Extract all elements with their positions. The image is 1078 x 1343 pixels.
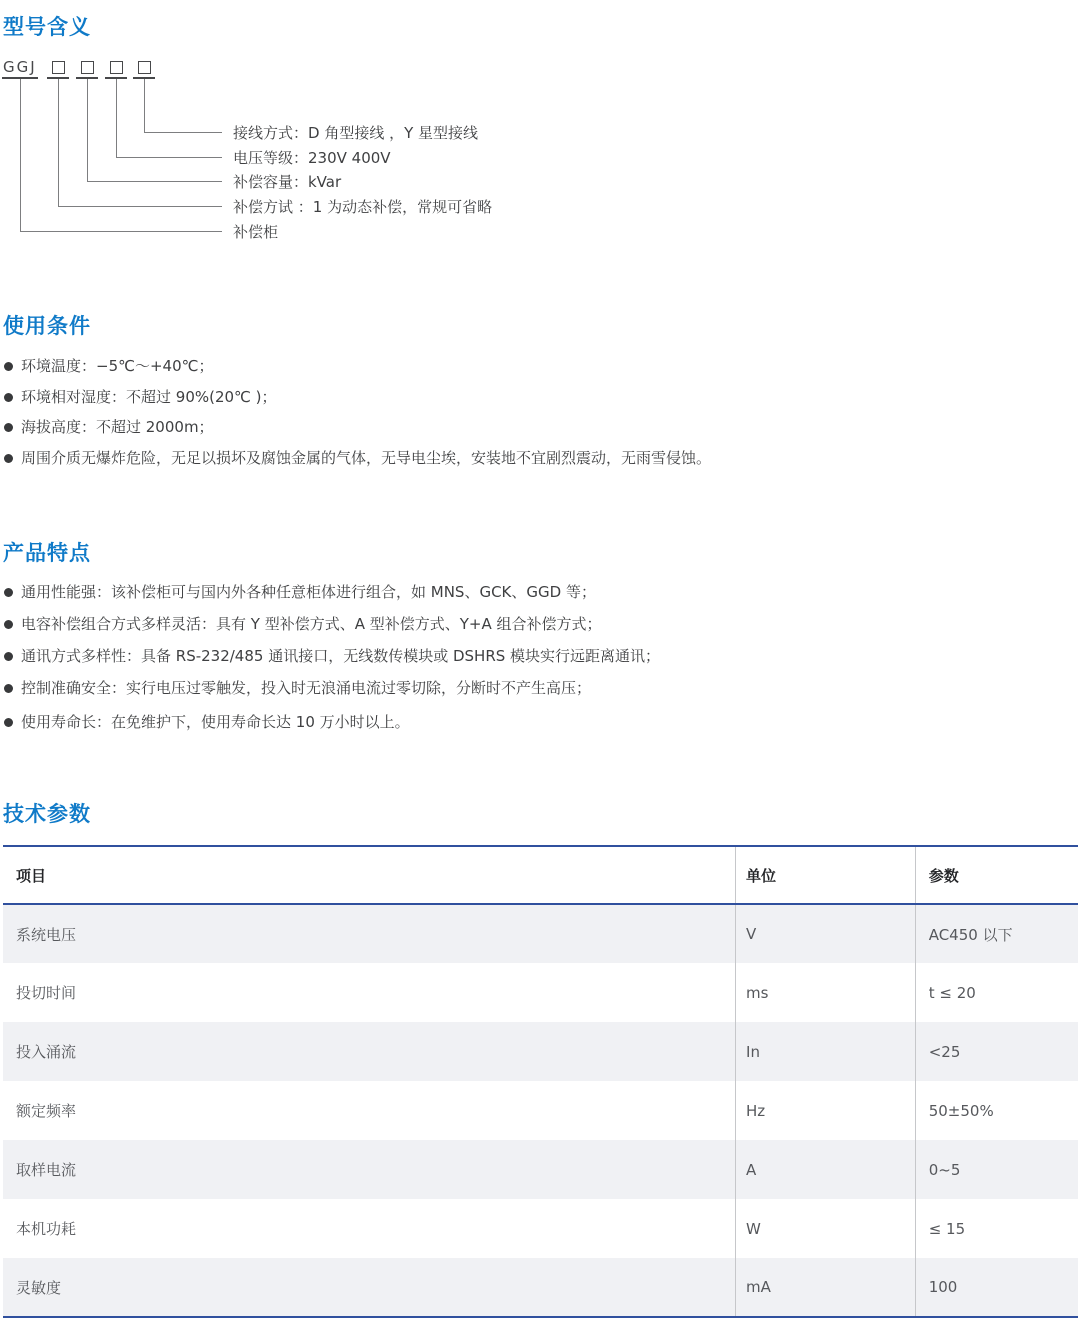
bullet-icon [4, 652, 13, 661]
cell-value: 50±50% [915, 1081, 1078, 1140]
usage-item-text: 环境温度：−5℃～+40℃； [21, 357, 214, 375]
model-code-box-1 [52, 61, 65, 74]
cell-value: ≤ 15 [915, 1199, 1078, 1258]
feature-item-text: 通用性能强：该补偿柜可与国内外各种任意柜体进行组合，如 MNS、GCK、GGD 等； [21, 583, 596, 601]
bullet-icon [4, 423, 13, 432]
usage-item-text: 海拔高度：不超过 2000m； [21, 418, 214, 436]
list-item [4, 711, 410, 733]
cell-value: AC450 以下 [915, 904, 1078, 963]
diagram-label-wiring-mode: 接线方式：D 角型接线 ，Y 星型接线 [233, 124, 479, 142]
cell-item: 额定频率 [16, 1102, 77, 1120]
cell-unit: W [736, 1199, 916, 1258]
bullet-icon [4, 393, 13, 402]
cell-item: 投切时间 [16, 984, 77, 1002]
model-code-box-2 [81, 61, 94, 74]
bullet-icon [4, 362, 13, 371]
bullet-icon [4, 684, 13, 693]
usage-item-text: 周围介质无爆炸危险，无足以损坏及腐蚀金属的气体，无导电尘埃，安装地不宜剧烈震动，无雨雪侵蚀。 [21, 449, 712, 467]
section-title-product-features: 产品特点 [3, 541, 91, 565]
model-code-box-3 [110, 61, 123, 74]
section-title-model-meaning: 型号含义 [3, 15, 91, 39]
list-item [4, 386, 277, 408]
specs-table [3, 845, 1078, 1318]
cell-item: 灵敏度 [3, 1258, 736, 1317]
cell-item: 取样电流 [3, 1140, 736, 1199]
cell-value: <25 [915, 1022, 1078, 1081]
cell-unit: ms [736, 963, 916, 1022]
col-header-value: 参数 [915, 846, 1078, 904]
diagram-label-compensation-cabinet: 补偿柜 [233, 223, 279, 241]
bullet-icon [4, 620, 13, 629]
table-row [3, 1199, 1078, 1258]
table-row [3, 963, 1078, 1022]
bullet-icon [4, 718, 13, 727]
diagram-label-compensation-capacity: 补偿容量：kVar [233, 173, 342, 191]
list-item [4, 613, 602, 635]
cell-value: 0~5 [915, 1140, 1078, 1199]
table-row [3, 1258, 1078, 1317]
table-header-row [3, 846, 1078, 904]
list-item [4, 355, 213, 377]
cell-value: t ≤ 20 [915, 963, 1078, 1022]
list-item [4, 677, 591, 699]
diagram-label-compensation-mode: 补偿方试 ：1 为动态补偿，常规可省略 [233, 198, 493, 216]
cell-item: 本机功耗 [16, 1220, 77, 1238]
cell-value: 100 [915, 1258, 1078, 1317]
list-item [4, 447, 711, 469]
cell-unit: Hz [736, 1081, 916, 1140]
table-row [3, 1022, 1078, 1081]
bullet-icon [4, 588, 13, 597]
feature-item-text: 电容补偿组合方式多样灵活：具有 Y 型补偿方式、A 型补偿方式、Y+A 组合补偿方式； [21, 615, 602, 633]
model-code-box-4 [138, 61, 151, 74]
connector-line-box-4 [144, 79, 222, 133]
col-header-unit: 单位 [736, 846, 916, 904]
section-title-usage-conditions: 使用条件 [3, 314, 91, 338]
feature-item-text: 控制准确安全：实行电压过零触发，投入时无浪涌电流过零切除，分断时不产生高压； [21, 679, 592, 697]
model-code-diagram [0, 58, 780, 258]
feature-item-text: 使用寿命长：在免维护下，使用寿命长达 10 万小时以上。 [21, 713, 410, 731]
list-item [4, 645, 660, 667]
list-item [4, 581, 596, 603]
cell-unit: A [736, 1140, 916, 1199]
section-title-technical-parameters: 技术参数 [3, 802, 91, 826]
feature-item-text: 通讯方式多样性：具备 RS-232/485 通讯接口，无线数传模块或 DSHRS 模块实行远距离通讯； [21, 647, 661, 665]
cell-item: 系统电压 [3, 904, 736, 963]
cell-unit: In [736, 1022, 916, 1081]
table-row [3, 904, 1078, 963]
col-header-item: 项目 [3, 846, 736, 904]
table-row [3, 1140, 1078, 1199]
model-code-text: GGJ [3, 58, 37, 76]
table-row [3, 1081, 1078, 1140]
cell-item: 投入涌流 [3, 1022, 736, 1081]
cell-unit: V [736, 904, 916, 963]
list-item [4, 416, 214, 438]
cell-unit: mA [736, 1258, 916, 1317]
diagram-label-voltage-grade: 电压等级：230V 400V [233, 149, 391, 167]
bullet-icon [4, 454, 13, 463]
usage-item-text: 环境相对湿度：不超过 90%(20℃ )； [21, 388, 277, 406]
